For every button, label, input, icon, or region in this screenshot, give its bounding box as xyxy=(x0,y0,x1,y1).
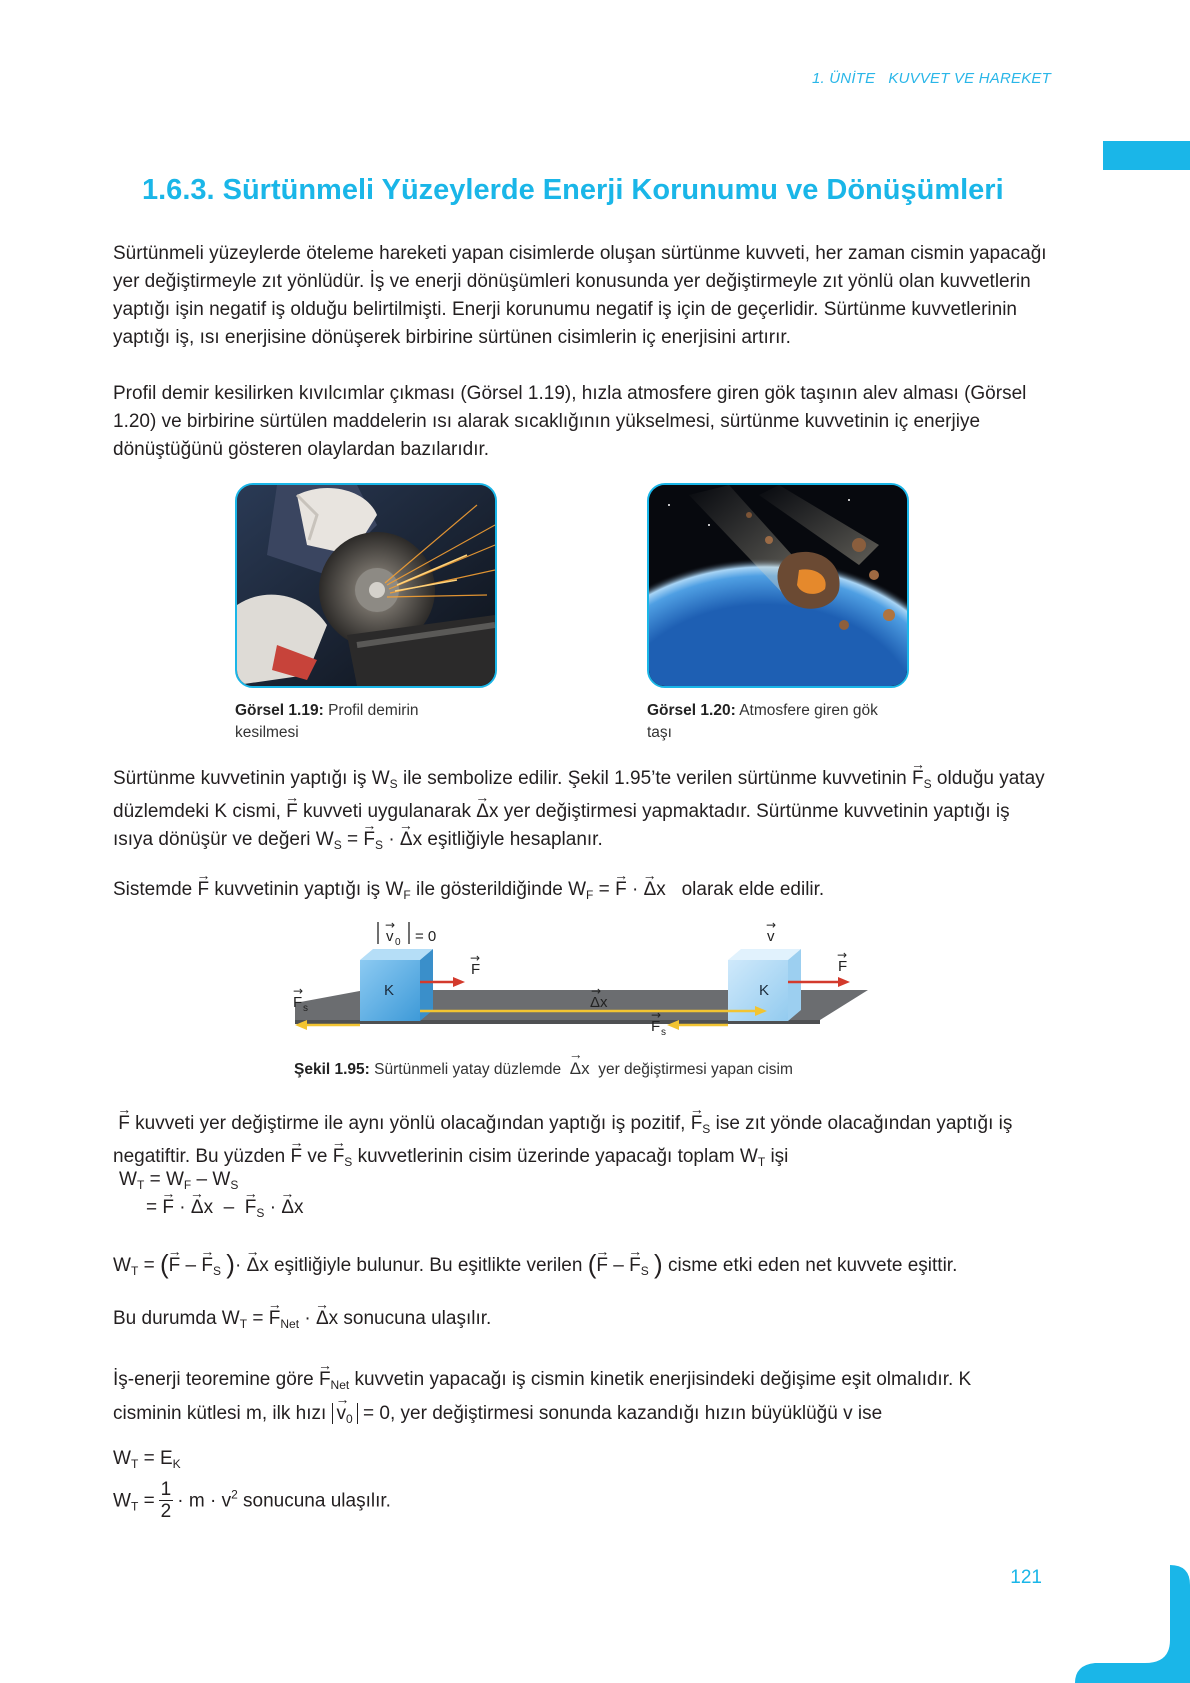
svg-text:K: K xyxy=(758,982,770,999)
svg-text:→: → xyxy=(293,984,304,998)
paragraph-3: Sürtünme kuvvetinin yaptığı iş $W_S$ ile sembolize edilir. Şekil 1.95’te verilen sürtünme kuvvetinin → $F_S$ olduğu yatay düzlemdeki K cismi, → F kuvveti uygulanarak → Δx yer değiştirmesi yapmaktadır. Sürtünme kuvvetinin yaptığı iş ısıya dönüşür ve değeri $W_S$ = → $F_S$ · → Δx eşitliğiyle hesaplanır. xyxy=(113,765,1049,859)
vector-F: → F xyxy=(286,798,298,826)
meteor-illustration xyxy=(649,485,907,686)
f-label-start: F xyxy=(471,961,481,978)
svg-text:→: → xyxy=(470,951,481,965)
page-corner-decoration xyxy=(1075,1565,1190,1683)
equation-total-work-expanded: = → F · → Δx – → $F_S$ · → Δx xyxy=(146,1194,304,1227)
paragraph-4: Sistemde → F kuvvetinin yaptığı iş $W_F$ ile gösterildiğinde $W_F$ = → F · → Δx olarak elde edilir. xyxy=(113,876,1049,909)
caption-text: Atmosfere giren gök taşı xyxy=(647,702,878,741)
header-unit: 1. ÜNİTE xyxy=(812,70,876,87)
section-title: 1.6.3. Sürtünmeli Yüzeylerde Enerji Korunumu ve Dönüşümleri xyxy=(142,174,1004,206)
svg-text:s: s xyxy=(303,1003,308,1014)
paragraph-8-line-2: cisminin kütlesi m, ilk hızı → $v_0 = 0$, yer değiştirmesi sonunda kazandığı hızın büyüklüğü v ise xyxy=(113,1400,882,1433)
grinder-illustration xyxy=(237,485,495,686)
vector-Fs: → F xyxy=(912,765,924,793)
svg-text:→: → xyxy=(766,918,777,932)
caption-sekil-1-95: Şekil 1.95: Sürtünmeli yatay düzlemde → Δx yer değiştirmesi yapan cisim xyxy=(294,1058,894,1081)
paragraph-1: Sürtünmeli yüzeylerde öteleme hareketi yapan cisimlerde oluşan sürtünme kuvveti, her zaman cismin yapacağı yer değiştirmeyle zıt yönlüdür. İş ve enerji dönüşümleri konusunda yer değiştirmeyle zıt yönlü olan kuvvetlerin yaptığı işin negatif iş olduğu belirtilmişti. Enerji korunumu negatif iş için de geçerlidir. Sürtünme kuvvetlerinin yaptığı iş, ısı enerjisine dönüşerek birbirine sürtünen cisimlerin iç enerjisini artırır. xyxy=(113,243,1047,348)
caption-gorsel-1-20 xyxy=(647,700,887,744)
svg-text:0: 0 xyxy=(395,937,401,948)
svg-text:→: → xyxy=(591,984,602,998)
figure-1-95-diagram xyxy=(285,918,885,1048)
header-topic: KUVVET VE HAREKET xyxy=(888,70,1051,87)
fraction-one-half: $\frac{1}{2}$ xyxy=(160,1479,172,1522)
photo-meteor xyxy=(647,483,909,688)
v0-label: v xyxy=(386,928,394,945)
svg-text:→: → xyxy=(651,1008,662,1022)
paragraph-8: İş-enerji teoremine göre → $F_{Net}$ kuvvetin yapacağı iş cismin kinetik enerjisindeki değişime eşit olmalıdır. K xyxy=(113,1366,1049,1399)
equation-wt-ek: $W_T = E_K$ xyxy=(113,1448,181,1471)
paragraph-7: Bu durumda $W_T$ = → $F_{Net}$ · → Δx sonucuna ulaşılır. xyxy=(113,1305,491,1338)
vector-dx: → Δx xyxy=(476,798,498,826)
equation-total-work: $W_T = W_F - W_S$ xyxy=(119,1169,239,1192)
svg-text:= 0: = 0 xyxy=(415,928,437,945)
equation-wt-kinetic: $W_T$ = $\frac{1}{2}$ · $m \cdot v^2$ sonucuna ulaşılır. xyxy=(113,1479,391,1522)
fs-label-left: F xyxy=(293,994,303,1011)
svg-text:K: K xyxy=(383,982,395,999)
svg-text:→: → xyxy=(837,948,848,962)
caption-text: Profil demirin kesilmesi xyxy=(235,702,419,741)
running-header xyxy=(812,70,1051,87)
v-label: v xyxy=(767,928,775,945)
svg-text:s: s xyxy=(661,1027,666,1038)
caption-label: Görsel 1.20: xyxy=(647,702,736,719)
f-label-end: F xyxy=(838,958,848,975)
caption-gorsel-1-19 xyxy=(235,700,475,744)
fs-label-right: F xyxy=(651,1018,661,1035)
chapter-tab-marker xyxy=(1103,141,1190,170)
paragraph-5: → F kuvveti yer değiştirme ile aynı yönlü olacağından yaptığı iş pozitif, → $F_S$ ise zıt yönde olacağından yaptığı iş negatiftir. Bu yüzden → F ve → $F_S$ kuvvetlerinin cisim üzerinde yapacağı toplam $W_T$ işi xyxy=(113,1110,1049,1176)
dx-label: Δx xyxy=(590,994,608,1011)
page-number: 121 xyxy=(1010,1567,1042,1588)
paragraph-2: Profil demir kesilirken kıvılcımlar çıkması (Görsel 1.19), hızla atmosfere giren gök taşının alev alması (Görsel 1.20) ve birbirine sürtülen maddelerin ısı alarak sıcaklığının yükselmesi, sürtünme kuvvetinin iç enerjiye dönüştüğünü gösteren olaylardan bazılarıdır. xyxy=(113,383,1027,460)
caption-label: Görsel 1.19: xyxy=(235,702,324,719)
paragraph-6: $W_T$ = (→ F – → $F_S$ )· → Δx eşitliğiyle bulunur. Bu eşitlikte verilen (→ F – → $F_S$ ) cisme etki eden net kuvvete eşittir. xyxy=(113,1250,957,1285)
photo-grinder xyxy=(235,483,497,688)
svg-text:→: → xyxy=(385,918,396,932)
